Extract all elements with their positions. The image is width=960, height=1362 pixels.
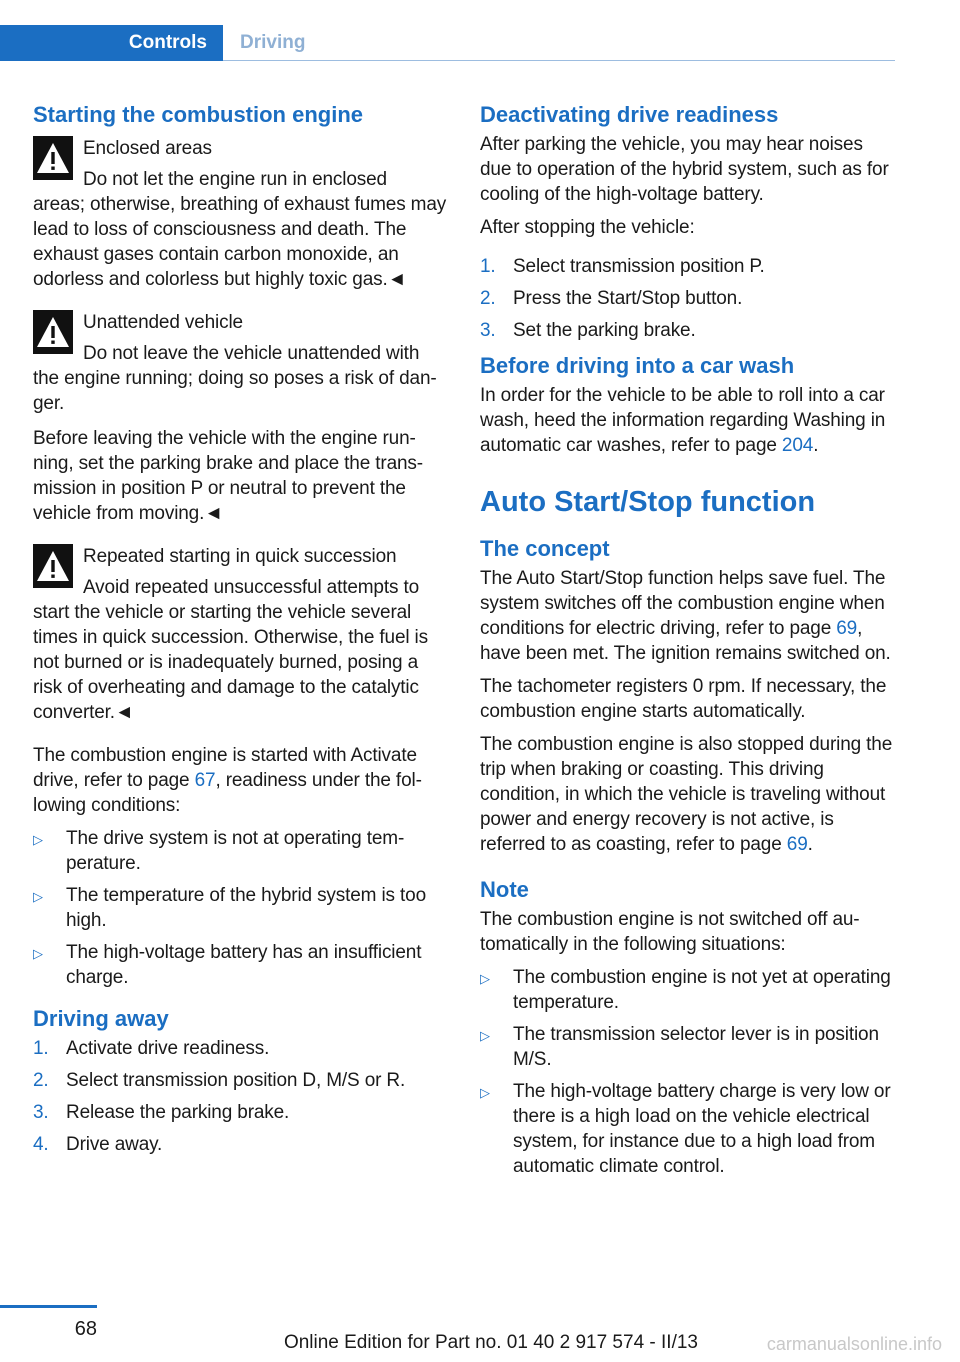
warning-unattended-vehicle — [33, 310, 449, 416]
page-header — [0, 25, 895, 61]
list-item: 1. Activate drive readiness. — [33, 1038, 270, 1059]
list-item: 4. Drive away. — [33, 1134, 163, 1155]
list-item: ▷ The high-voltage battery charge is very low or there is a high load on the vehicle electrical system, for instance due to a high load from automatic climate control. — [480, 1081, 891, 1177]
page-link-67[interactable]: 67 — [194, 770, 216, 791]
warning-title: Unattended vehicle — [83, 312, 243, 333]
list-item: ▷ The temperature of the hybrid system is too high. — [33, 885, 426, 931]
list-item: 2. Select transmission position D, M/S or R. — [33, 1070, 406, 1091]
warning-triangle-icon — [33, 310, 73, 354]
stop-steps-list — [480, 254, 898, 343]
list-item: 3. Release the parking brake. — [33, 1102, 290, 1123]
para-concept: The Auto Start/Stop function helps save fuel. The system switches off the combustion engine when conditions for electric driving, refer to page 69, have been met. The ignition remains switched on. — [480, 568, 891, 664]
list-item: 2. Press the Start/Stop button. — [480, 288, 743, 309]
warning-body: start the vehicle or starting the vehicle several times in quick succession. Otherwise, the fuel is not burned or is inadequately burned, posing a risk of overheating and damage to the catalytic converter.◄ — [33, 602, 428, 723]
warning-title: Enclosed areas — [83, 138, 212, 159]
right-column — [480, 100, 898, 1187]
list-item: 3. Set the parking brake. — [480, 320, 696, 341]
para-after-stopping: After stopping the vehicle: — [480, 217, 695, 238]
para-note: The combustion engine is not switched off automatically in the following situations: — [480, 909, 860, 955]
note-list — [480, 965, 898, 1179]
header-rule — [223, 60, 895, 61]
warning-triangle-icon — [33, 544, 73, 588]
list-item: ▷ The transmission selector lever is in position M/S. — [480, 1024, 879, 1070]
warning-body: areas; otherwise, breathing of exhaust fumes may lead to loss of consciousness and death. The exhaust gases contain carbon monoxide, an odorless and colorless but highly toxic gas.◄ — [33, 194, 447, 290]
edition-text: Online Edition for Part no. 01 40 2 917 574 - II/13 — [283, 1332, 698, 1353]
warning-repeated-starting — [33, 544, 449, 725]
warning-enclosed-areas — [33, 136, 449, 292]
page-link-69[interactable]: 69 — [836, 618, 858, 639]
para-tachometer: The tachometer registers 0 rpm. If necessary, the combustion engine starts automatically. — [480, 676, 887, 722]
heading-deactivating: Deactivating drive readiness — [480, 102, 779, 127]
bullet-icon: ▷ — [33, 889, 43, 904]
heading-driving-away: Driving away — [33, 1006, 169, 1031]
tab-controls[interactable]: Controls — [0, 25, 223, 61]
bullet-icon: ▷ — [33, 946, 43, 961]
list-item: ▷ The high-voltage battery has an insufficient charge. — [33, 942, 422, 988]
para-car-wash: In order for the vehicle to be able to roll into a car wash, heed the information regarding Washing in automatic car washes, refer to page 204. — [480, 385, 886, 456]
page-link-69-coasting[interactable]: 69 — [786, 834, 808, 855]
list-item: ▷ The drive system is not at operating temperature. — [33, 828, 405, 874]
footer-rule — [0, 1305, 97, 1308]
warning-first-line: Do not let the engine run in enclosed — [83, 169, 387, 190]
heading-starting-engine: Starting the combustion engine — [33, 102, 364, 127]
warning-triangle-icon — [33, 136, 73, 180]
list-item: 1. Select transmission position P. — [480, 256, 765, 277]
conditions-list — [33, 826, 449, 990]
heading-auto-start-stop: Auto Start/Stop function — [480, 486, 816, 518]
page-number: 68 — [74, 1318, 97, 1340]
bullet-icon: ▷ — [480, 971, 490, 986]
heading-concept: The concept — [480, 536, 610, 561]
left-column — [33, 100, 449, 1165]
watermark: carmanualsonline.info — [766, 1334, 942, 1354]
warning-body: the engine running; doing so poses a risk of danger. — [33, 368, 437, 414]
driving-steps-list — [33, 1036, 449, 1157]
page-link-204[interactable]: 204 — [781, 435, 814, 456]
heading-note: Note — [480, 877, 529, 902]
warning-title: Repeated starting in quick succession — [83, 546, 397, 567]
para-before-leaving: Before leaving the vehicle with the engine running, set the parking brake and place the transmission in position P or neutral to prevent the vehicle from moving.◄ — [33, 428, 424, 524]
warning-first-line: Do not leave the vehicle unattended with — [83, 343, 420, 364]
bullet-icon: ▷ — [480, 1085, 490, 1100]
bullet-icon: ▷ — [33, 832, 43, 847]
bullet-icon: ▷ — [480, 1028, 490, 1043]
para-engine-started: The combustion engine is started with Activate drive, refer to page 67, readiness under the following conditions: — [33, 745, 422, 816]
para-noises: After parking the vehicle, you may hear noises due to operation of the hybrid system, such as for cooling of the high-voltage battery. — [480, 134, 889, 205]
tab-driving[interactable]: Driving — [240, 32, 306, 53]
heading-car-wash: Before driving into a car wash — [480, 353, 795, 378]
para-coasting: The combustion engine is also stopped during the trip when braking or coasting. This driving condition, in which the vehicle is traveling without power and energy recovery is not active, is referred to as coasting, refer to page 69. — [480, 734, 893, 855]
list-item: ▷ The combustion engine is not yet at operating temperature. — [480, 967, 891, 1013]
warning-first-line: Avoid repeated unsuccessful attempts to — [83, 577, 420, 598]
